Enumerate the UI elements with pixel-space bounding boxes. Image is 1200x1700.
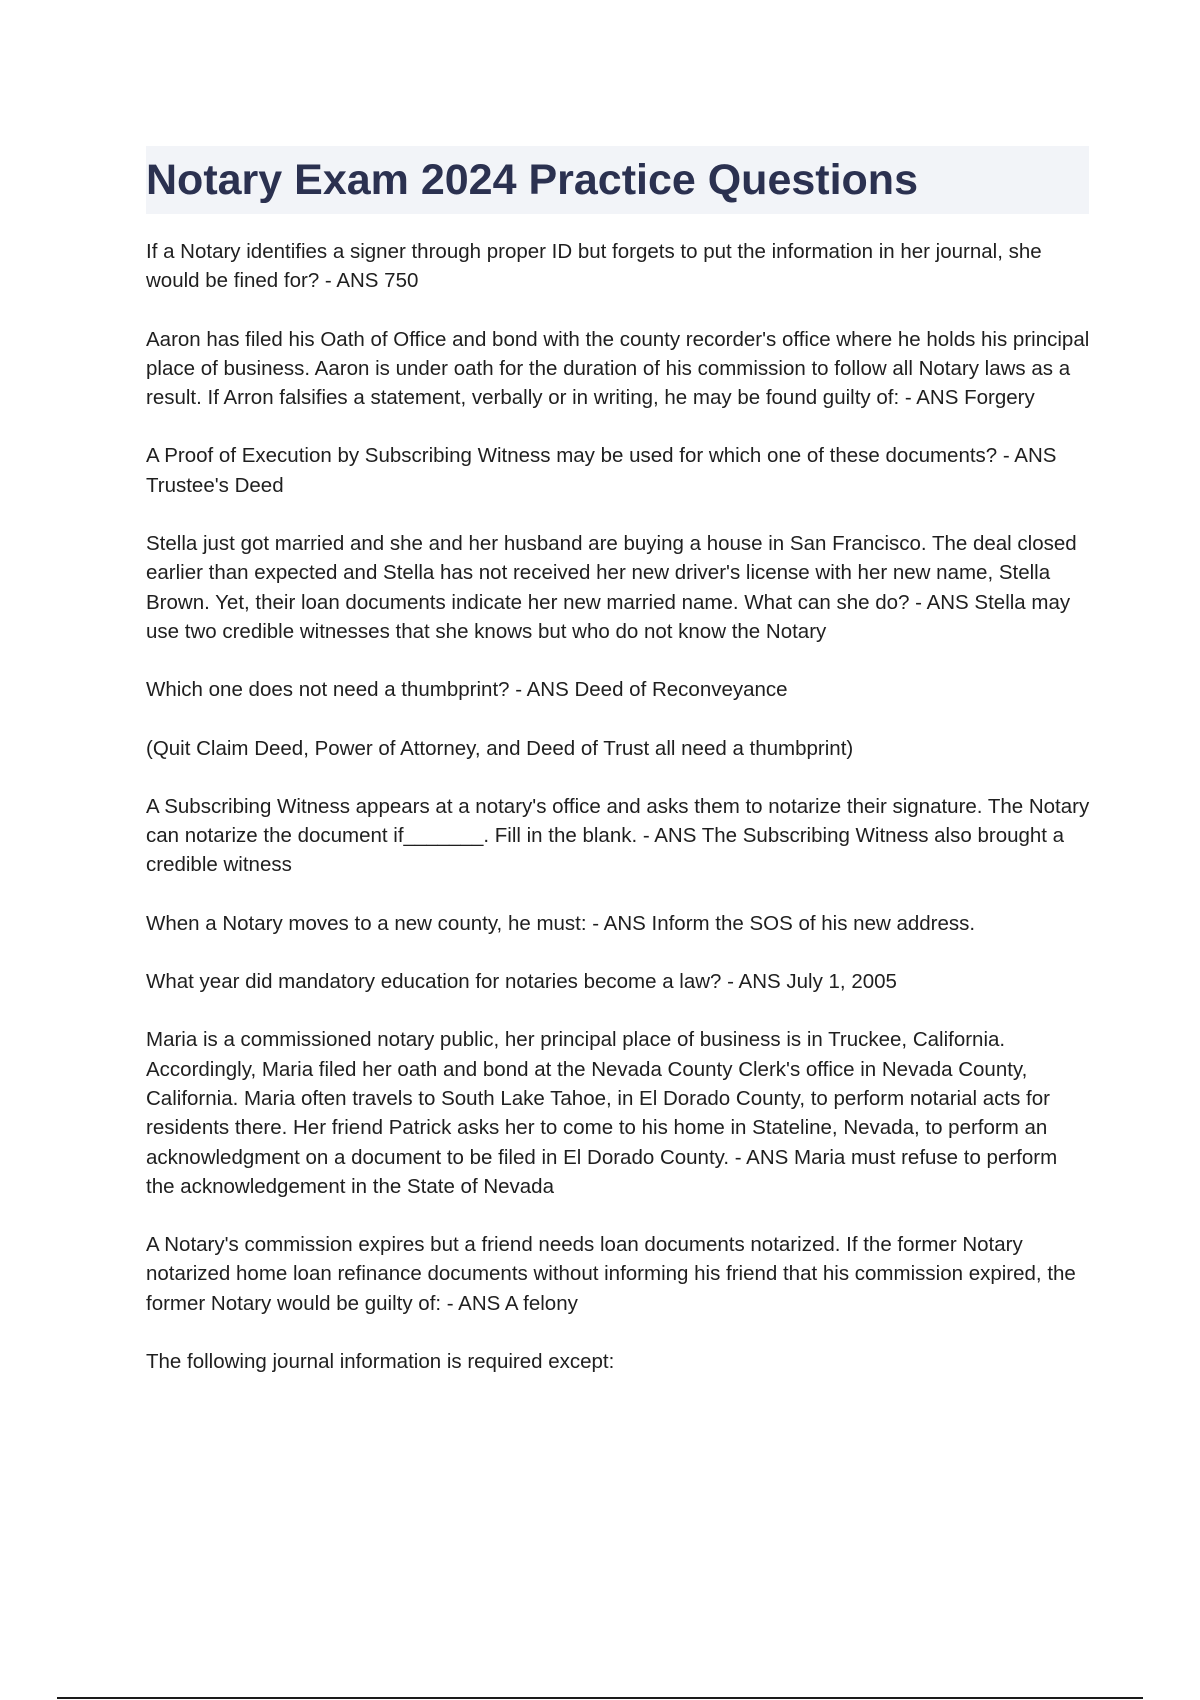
question-paragraph: What year did mandatory education for notaries become a law? - ANS July 1, 2005 [146, 970, 897, 994]
question-paragraph: Maria is a commissioned notary public, her principal place of business is in Truckee, California. Accordingly, Maria filed her oath and bond at the Nevada County Clerk's office in Nevada County, California. Maria often travels to South Lake Tahoe, in El Dorado County, to perform notarial acts for residents there. Her friend Patrick asks her to come to his home in Stateline, Nevada, to perform an acknowledgment on a document to be filed in El Dorado County. - ANS Maria must refuse to perform the acknowledgement in the State of Nevada [146, 1028, 1058, 1198]
question-paragraph: The following journal information is required except: [146, 1350, 615, 1374]
question-paragraph: Stella just got married and she and her husband are buying a house in San Francisco. The deal closed earlier than expected and Stella has not received her new driver's license with her new name, Stella Brown. Yet, their loan documents indicate her new married name. What can she do? - ANS Stella may use two credible witnesses that she knows but who do not know the Notary [146, 532, 1077, 643]
question-list [146, 237, 1091, 1405]
page-title: Notary Exam 2024 Practice Questions [146, 156, 918, 204]
question-paragraph: Aaron has filed his Oath of Office and bond with the county recorder's office where he holds his principal place of business. Aaron is under oath for the duration of his commission to follow all Notary laws as a result. If Arron falsifies a statement, verbally or in writing, he may be found guilty of: - ANS Forgery [146, 327, 1090, 410]
title-banner [146, 146, 1089, 214]
note-paragraph: (Quit Claim Deed, Power of Attorney, and Deed of Trust all need a thumbprint) [146, 736, 854, 760]
question-paragraph: A Subscribing Witness appears at a notary's office and asks them to notarize their signature. The Notary can notarize the document if_______. Fill in the blank. - ANS The Subscribing Witness also brought a credible witness [146, 794, 1090, 877]
question-paragraph: When a Notary moves to a new county, he must: - ANS Inform the SOS of his new address. [146, 911, 976, 935]
question-paragraph: Which one does not need a thumbprint? - ANS Deed of Reconveyance [146, 678, 788, 702]
question-paragraph: A Notary's commission expires but a friend needs loan documents notarized. If the former Notary notarized home loan refinance documents without informing his friend that his commission expired, the former Notary would be guilty of: - ANS A felony [146, 1233, 1076, 1315]
page-bottom-divider [57, 1697, 1143, 1699]
question-paragraph: A Proof of Execution by Subscribing Witness may be used for which one of these documents? - ANS Trustee's Deed [146, 444, 1057, 497]
question-paragraph: If a Notary identifies a signer through proper ID but forgets to put the information in her journal, she would be fined for? - ANS 750 [146, 240, 1042, 293]
